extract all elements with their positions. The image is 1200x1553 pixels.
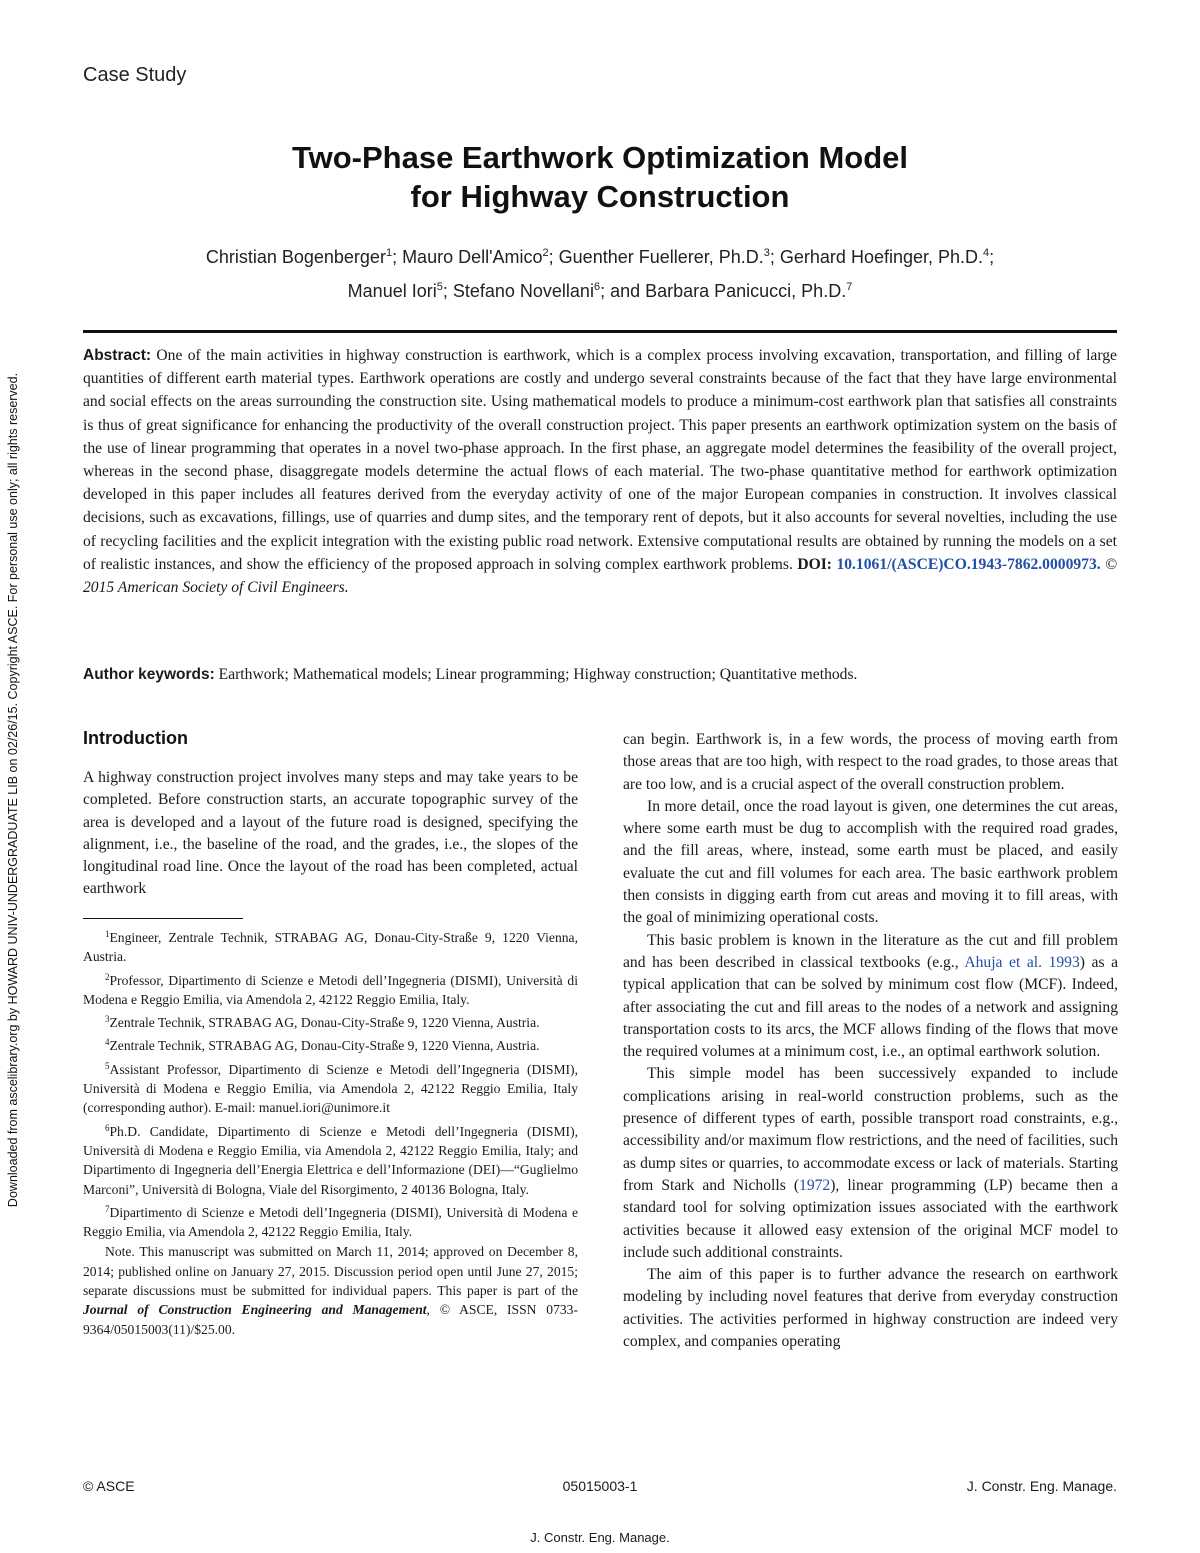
citation-link[interactable]: Ahuja et al. 1993 — [964, 953, 1080, 971]
author-name: ; Gerhard Hoefinger, Ph.D. — [769, 247, 984, 267]
footnote-marker: 1 — [105, 929, 110, 939]
intro-paragraph-5: The aim of this paper is to further advance the research on earthwork modeling by including novel features that derive from everyday construction activities. The activities performed in highway construction are indeed very complex, and companies operating — [623, 1266, 1118, 1351]
paragraph-text: This basic problem is known in the literature as the cut and fill problem and has been described in classical textbooks (e.g., — [623, 931, 1118, 971]
intro-paragraph-3 — [623, 930, 1118, 1064]
footnotes — [83, 925, 578, 1340]
abstract — [83, 344, 1117, 599]
footnote-text: Ph.D. Candidate, Dipartimento di Scienze e Metodi dell’Ingegneria (DISMI), Università di Modena e Reggio Emilia, via Amendola 2, 42122 Reggio Emilia, Italy; and Dipartimento di Ingegneria dell’Energia Elettrica e dell’Informazione (DEI)—“Guglielmo Marconi”, Università di Bologna, Viale del Risorgimento, 2 40136 Bologna, Italy. — [83, 1123, 578, 1197]
right-column-body — [623, 729, 1118, 1353]
introduction-heading: Introduction — [83, 728, 188, 748]
author-name: ; and Barbara Panicucci, Ph.D. — [600, 281, 847, 301]
paragraph-text: This simple model has been successively expanded to include complications arising in real-world construction problems, such as the presence of different types of earth, possible transport road constraints, e.g., accessibility and/or maximum flow restrictions, and the need of facilities, such as dump sites or quarries, to accommodate excess or lack of materials. Starting from Stark and Nicholls ( — [623, 1065, 1118, 1194]
footnote-5 — [83, 1057, 578, 1118]
footnote-marker: 7 — [105, 1203, 110, 1214]
article-type-label: Case Study — [83, 64, 187, 86]
copyright-notice: © 2015 American Society of Civil Engineers. — [83, 555, 1117, 597]
paper-title-line-2: for Highway Construction — [410, 179, 790, 214]
footnote-text: Professor, Dipartimento di Scienze e Metodi dell’Ingegneria (DISMI), Università di Modena e Reggio Emilia, via Amendola 2, 42122 Reggio Emilia, Italy. — [83, 972, 578, 1007]
footnote-2 — [83, 968, 578, 1010]
note-text: Note. This manuscript was submitted on March 11, 2014; approved on December 8, 2014; published online on January 27, 2015. Discussion period open until June 27, 2015; separate discussions must be submitted for individual papers. This paper is part of the — [83, 1244, 578, 1299]
abstract-divider — [83, 330, 1117, 333]
author-line-2 — [60, 272, 1140, 306]
affiliation-marker: 6 — [593, 281, 601, 293]
keywords-label: Author keywords: — [83, 666, 215, 683]
paragraph-text: ), linear programming (LP) became then a standard tool for solving optimization issues associated with the earthwork activities because it allowed easy extension of the original MCF model to include such additional constraints. — [623, 1176, 1118, 1261]
footnote-1 — [83, 925, 578, 967]
note-text-end: , © ASCE, ISSN 0733-9364/05015003(11)/$25.00. — [83, 1302, 578, 1337]
author-name: ; Stefano Novellani — [442, 281, 594, 301]
intro-paragraph-1: A highway construction project involves many steps and may take years to be completed. Before construction starts, an accurate topographic survey of the area is developed and a layout of the future road is designed, specifying the alignment, i.e., the baseline of the road, and the grades, i.e., the slopes of the longitudinal road line. Once the layout of the road has been completed, actual earthwork — [83, 769, 578, 898]
footnote-6 — [83, 1119, 578, 1199]
footnote-marker: 2 — [105, 971, 110, 982]
affiliation-marker: 5 — [436, 281, 443, 293]
footnote-marker: 4 — [105, 1037, 110, 1048]
footnote-marker: 5 — [105, 1060, 110, 1071]
keywords-text: Earthwork; Mathematical models; Linear programming; Highway construction; Quantitative methods. — [218, 666, 858, 683]
footer-page-id: 05015003-1 — [562, 1478, 638, 1494]
author-name: Christian Bogenberger — [205, 247, 386, 267]
footer-copyright: © ASCE — [83, 1478, 135, 1494]
citation-link[interactable]: 1972 — [799, 1176, 831, 1194]
bottom-journal-label: J. Constr. Eng. Manage. — [530, 1530, 670, 1545]
submission-note — [83, 1242, 578, 1338]
author-name: Manuel Iori — [347, 281, 437, 301]
paragraph-text: ) as a typical application that can be solved by minimum cost flow (MCF). Indeed, after associating the cut and fill areas to the nodes of a network and assigning transportation costs to its arcs, the MCF allows finding of the flows that move the required volumes at a minimum cost, i.e., an optimal earthwork solution. — [623, 953, 1118, 1061]
affiliation-marker: 3 — [763, 247, 770, 259]
author-list — [60, 238, 1140, 306]
doi-label: DOI: — [797, 555, 832, 573]
footer-journal: J. Constr. Eng. Manage. — [966, 1478, 1117, 1494]
footnote-3 — [83, 1010, 578, 1032]
affiliation-marker: 1 — [385, 247, 393, 259]
intro-paragraph-2: In more detail, once the road layout is given, one determines the cut areas, where some earth must be dug to accomplish with the required road grades, and the fill areas, where, instead, some earth must be placed, and easily evaluate the cut and fill volumes for each area. The basic earthwork problem then consists in digging earth from cut areas and moving it to fill areas, with the goal of minimizing operational costs. — [623, 797, 1118, 927]
footnote-divider — [83, 918, 243, 919]
author-name: ; Mauro Dell'Amico — [392, 247, 543, 267]
footnote-text: Assistant Professor, Dipartimento di Scienze e Metodi dell’Ingegneria (DISMI), Università di Modena e Reggio Emilia, via Amendola 2, 42122 Reggio Emilia, Italy (corresponding author). E-mail: manuel.iori@unimore.it — [83, 1061, 578, 1116]
author-line-1 — [60, 238, 1140, 272]
left-column-body — [83, 767, 578, 901]
footnote-text: Dipartimento di Scienze e Metodi dell’Ingegneria (DISMI), Università di Modena e Reggio Emilia, via Amendola 2, 42122 Reggio Emilia, Italy. — [83, 1204, 578, 1240]
download-watermark-text: Downloaded from ascelibrary.org by HOWARD UNIV-UNDERGRADUATE LIB on 02/26/15. Copyright ASCE. For personal use only; all rights reserved. — [6, 372, 20, 1208]
footnote-7 — [83, 1200, 578, 1242]
paper-title-line-1: Two-Phase Earthwork Optimization Model — [291, 140, 909, 175]
affiliation-marker: 7 — [846, 281, 853, 293]
footnote-text: Zentrale Technik, STRABAG AG, Donau-City-Straße 9, 1220 Vienna, Austria. — [109, 1015, 540, 1031]
footnote-text: Engineer, Zentrale Technik, STRABAG AG, Donau-City-Straße 9, 1220 Vienna, Austria. — [83, 930, 578, 965]
footnote-marker: 6 — [105, 1122, 110, 1133]
abstract-text: One of the main activities in highway construction is earthwork, which is a complex process involving excavation, transportation, and filling of large quantities of different earth material types. Earthwork operations are costly and undergo several constraints because of the fact that they have large environmental and social effects on the areas surrounding the construction site. Using mathematical models to produce a minimum-cost earthwork plan that satisfies all constraints is thus of great significance for enhancing the productivity of the overall construction project. This paper presents an earthwork optimization system on the basis of the use of linear programming that operates in a novel two-phase approach. In the first phase, an aggregate model determines the feasibility of the overall project, whereas in the second phase, disaggregate models determine the actual flows of each material. The two-phase quantitative method for earthwork optimization developed in this paper includes all features derived from the everyday activity of one of the major European companies in construction. It involves classical decisions, such as excavations, fillings, use of quarries and dump sites, and the temporary rent of depots, but it also accounts for several novelties, including the use of recycling facilities and the explicit integration with the existing public road network. Extensive computational results are obtained by running the models on a set of realistic instances, and show the efficiency of the proposed approach in solving complex earthwork problems. — [83, 347, 1117, 573]
author-keywords — [83, 663, 1117, 686]
journal-name: Journal of Construction Engineering and Management — [83, 1302, 427, 1318]
affiliation-marker: 4 — [983, 247, 990, 259]
doi-link[interactable]: 10.1061/(ASCE)CO.1943-7862.0000973. — [836, 555, 1101, 573]
author-separator: ; — [989, 247, 995, 267]
affiliation-marker: 2 — [542, 247, 549, 259]
abstract-label: Abstract: — [83, 347, 152, 364]
footnote-text: Zentrale Technik, STRABAG AG, Donau-City-Straße 9, 1220 Vienna, Austria. — [109, 1038, 540, 1054]
intro-paragraph-1-cont: can begin. Earthwork is, in a few words, the process of moving earth from those areas that are too high, with respect to the road grades, to those areas that are too low, and is a crucial aspect of the overall construction problem. — [623, 731, 1118, 793]
footnote-marker: 3 — [105, 1014, 110, 1025]
footnote-4 — [83, 1033, 578, 1055]
paper-title — [0, 138, 1200, 216]
intro-paragraph-4 — [623, 1063, 1118, 1264]
author-name: ; Guenther Fuellerer, Ph.D. — [548, 247, 764, 267]
download-watermark — [4, 290, 24, 1290]
